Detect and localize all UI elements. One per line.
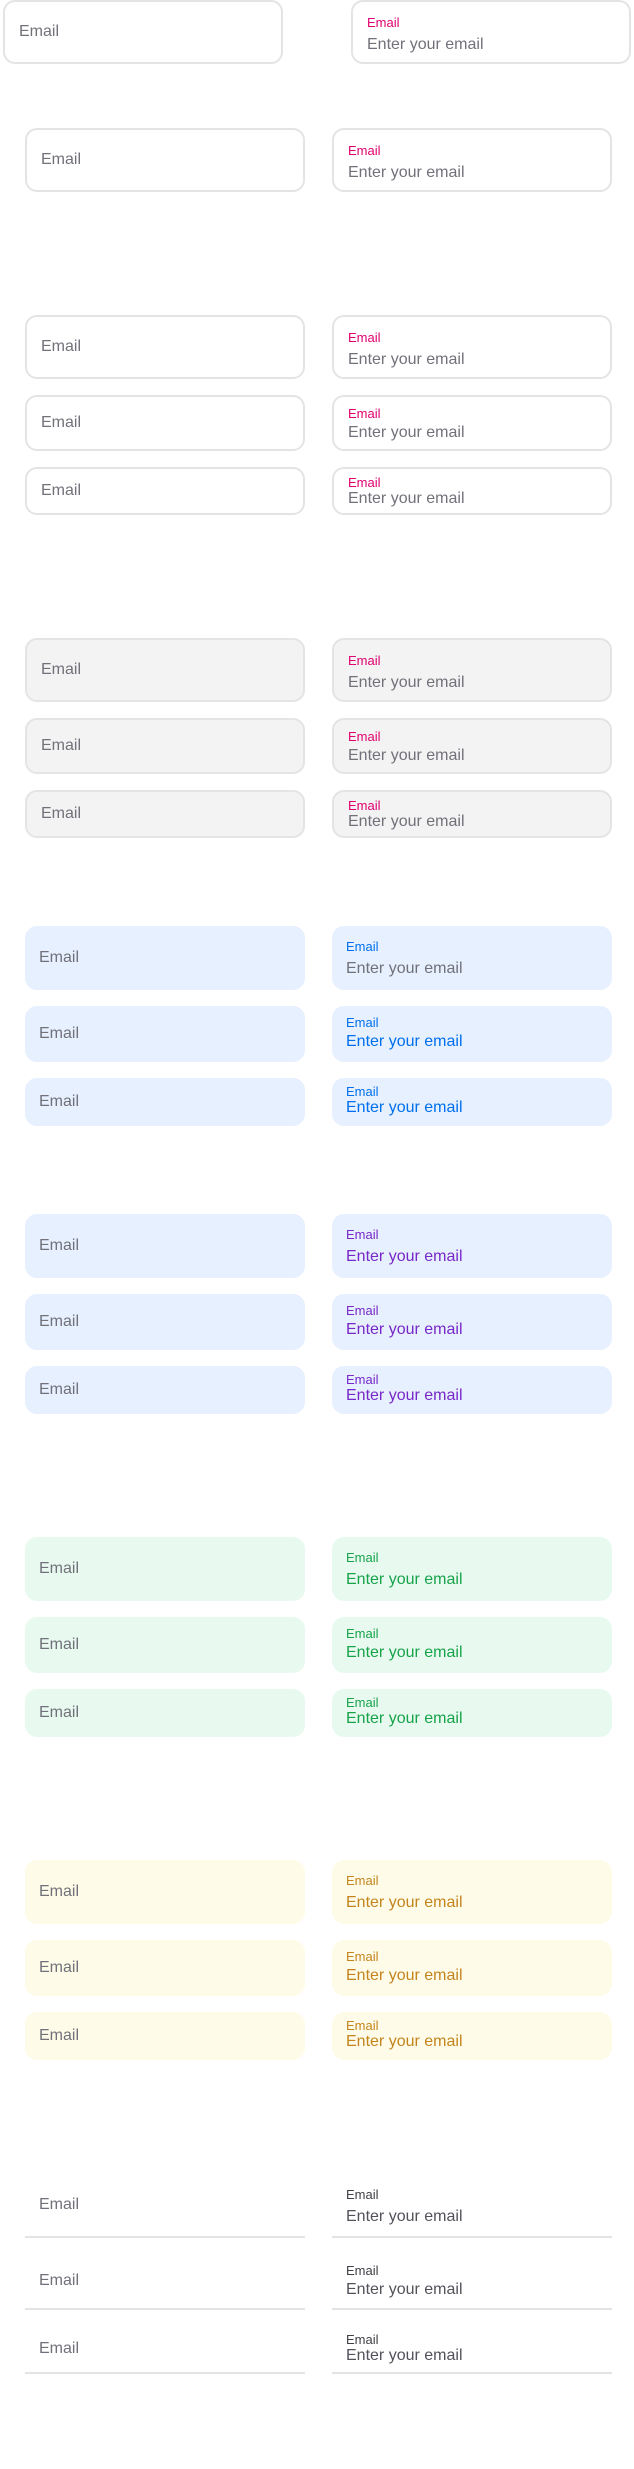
email-value-placeholder: Enter your email [346, 2033, 463, 2050]
email-input-faded-secondary-lg-labeled[interactable] [332, 1214, 612, 1278]
email-input-faded-warning-md-labeled[interactable] [332, 1940, 612, 1996]
email-input-faded-warning-lg-labeled[interactable] [332, 1860, 612, 1924]
email-value-placeholder: Enter your email [346, 1387, 463, 1404]
email-value-placeholder: Enter your email [348, 747, 465, 764]
email-label: Email [346, 1626, 379, 1641]
email-input-faded-secondary-sm-labeled[interactable] [332, 1366, 612, 1414]
email-input-bordered-sm-labeled[interactable] [332, 467, 612, 515]
email-placeholder: Email [39, 1093, 80, 1110]
email-input-faded-secondary-lg[interactable] [25, 1214, 305, 1278]
email-placeholder: Email [39, 2027, 80, 2044]
email-value-placeholder: Enter your email [346, 2281, 463, 2298]
email-label: Email [348, 143, 381, 158]
email-input-faded-secondary-sm[interactable] [25, 1366, 305, 1414]
email-placeholder: Email [41, 737, 82, 754]
email-value-placeholder: Enter your email [346, 2347, 463, 2364]
email-placeholder: Email [39, 1959, 80, 1976]
email-value-placeholder: Enter your email [346, 1894, 463, 1911]
email-input-flat-md[interactable] [25, 718, 305, 774]
email-value-placeholder: Enter your email [346, 1099, 463, 1116]
email-label: Email [346, 2018, 379, 2033]
email-input-underlined-sm[interactable] [25, 2326, 305, 2374]
email-value-placeholder: Enter your email [348, 813, 465, 830]
email-input-faded-warning-sm[interactable] [25, 2012, 305, 2060]
email-placeholder: Email [41, 338, 82, 355]
email-input-flat-md-labeled[interactable] [332, 718, 612, 774]
email-input-faded-primary-sm[interactable] [25, 1078, 305, 1126]
email-input-faded-primary-lg[interactable] [25, 926, 305, 990]
email-input-underlined-lg-labeled[interactable] [332, 2174, 612, 2238]
email-value-placeholder: Enter your email [346, 1710, 463, 1727]
email-placeholder: Email [41, 151, 82, 168]
email-input-bordered[interactable] [25, 128, 305, 192]
email-placeholder: Email [39, 949, 80, 966]
email-label: Email [346, 2332, 379, 2347]
email-value-placeholder: Enter your email [346, 1571, 463, 1588]
email-label: Email [346, 1949, 379, 1964]
email-input-bordered-lg-labeled[interactable] [332, 315, 612, 379]
email-input-underlined-sm-labeled[interactable] [332, 2326, 612, 2374]
email-input-default[interactable] [3, 0, 283, 64]
email-input-flat-lg[interactable] [25, 638, 305, 702]
email-label: Email [346, 1873, 379, 1888]
email-placeholder: Email [39, 1704, 80, 1721]
email-label: Email [346, 1227, 379, 1242]
email-label: Email [346, 1084, 379, 1099]
email-placeholder: Email [39, 1636, 80, 1653]
email-input-underlined-lg[interactable] [25, 2174, 305, 2238]
email-input-faded-success-sm[interactable] [25, 1689, 305, 1737]
email-label: Email [346, 1303, 379, 1318]
email-value-placeholder: Enter your email [346, 2208, 463, 2225]
email-placeholder: Email [39, 1381, 80, 1398]
email-value-placeholder: Enter your email [348, 351, 465, 368]
email-input-flat-sm-labeled[interactable] [332, 790, 612, 838]
email-input-faded-success-sm-labeled[interactable] [332, 1689, 612, 1737]
email-label: Email [346, 1695, 379, 1710]
email-value-placeholder: Enter your email [367, 36, 484, 53]
email-placeholder: Email [39, 1883, 80, 1900]
email-input-faded-success-lg-labeled[interactable] [332, 1537, 612, 1601]
email-value-placeholder: Enter your email [348, 424, 465, 441]
email-label: Email [346, 1372, 379, 1387]
email-placeholder: Email [39, 2272, 80, 2289]
email-input-underlined-md[interactable] [25, 2254, 305, 2310]
email-value-placeholder: Enter your email [348, 674, 465, 691]
email-label: Email [348, 653, 381, 668]
email-input-faded-primary-md-labeled[interactable] [332, 1006, 612, 1062]
email-input-faded-secondary-md[interactable] [25, 1294, 305, 1350]
email-placeholder: Email [39, 2340, 80, 2357]
email-input-default-labeled[interactable] [351, 0, 631, 64]
email-label: Email [346, 1550, 379, 1565]
email-value-placeholder: Enter your email [346, 960, 463, 977]
email-label: Email [348, 798, 381, 813]
email-value-placeholder: Enter your email [346, 1644, 463, 1661]
email-input-bordered-sm[interactable] [25, 467, 305, 515]
email-value-placeholder: Enter your email [346, 1248, 463, 1265]
email-placeholder: Email [19, 23, 60, 40]
email-value-placeholder: Enter your email [348, 490, 465, 507]
email-label: Email [348, 330, 381, 345]
email-input-bordered-lg[interactable] [25, 315, 305, 379]
email-input-faded-primary-sm-labeled[interactable] [332, 1078, 612, 1126]
email-input-bordered-md-labeled[interactable] [332, 395, 612, 451]
email-value-placeholder: Enter your email [346, 1967, 463, 1984]
email-placeholder: Email [39, 1313, 80, 1330]
email-input-flat-lg-labeled[interactable] [332, 638, 612, 702]
email-label: Email [346, 939, 379, 954]
email-value-placeholder: Enter your email [346, 1321, 463, 1338]
email-placeholder: Email [39, 1237, 80, 1254]
email-input-faded-success-md-labeled[interactable] [332, 1617, 612, 1673]
email-label: Email [348, 475, 381, 490]
email-input-bordered-md[interactable] [25, 395, 305, 451]
email-placeholder: Email [41, 482, 82, 499]
email-input-flat-sm[interactable] [25, 790, 305, 838]
email-label: Email [346, 2263, 379, 2278]
email-input-faded-success-lg[interactable] [25, 1537, 305, 1601]
email-placeholder: Email [41, 805, 82, 822]
email-input-faded-success-md[interactable] [25, 1617, 305, 1673]
email-input-faded-warning-lg[interactable] [25, 1860, 305, 1924]
email-value-placeholder: Enter your email [348, 164, 465, 181]
email-label: Email [346, 2187, 379, 2202]
email-label: Email [348, 729, 381, 744]
email-input-faded-warning-md[interactable] [25, 1940, 305, 1996]
email-label: Email [346, 1015, 379, 1030]
email-placeholder: Email [39, 2196, 80, 2213]
email-value-placeholder: Enter your email [346, 1033, 463, 1050]
email-placeholder: Email [41, 414, 82, 431]
email-input-underlined-md-labeled[interactable] [332, 2254, 612, 2310]
email-input-bordered-labeled[interactable] [332, 128, 612, 192]
email-label: Email [348, 406, 381, 421]
email-placeholder: Email [39, 1025, 80, 1042]
email-placeholder: Email [41, 661, 82, 678]
email-input-faded-secondary-md-labeled[interactable] [332, 1294, 612, 1350]
email-input-faded-primary-lg-labeled[interactable] [332, 926, 612, 990]
email-input-faded-warning-sm-labeled[interactable] [332, 2012, 612, 2060]
email-placeholder: Email [39, 1560, 80, 1577]
email-label: Email [367, 15, 400, 30]
email-input-faded-primary-md[interactable] [25, 1006, 305, 1062]
